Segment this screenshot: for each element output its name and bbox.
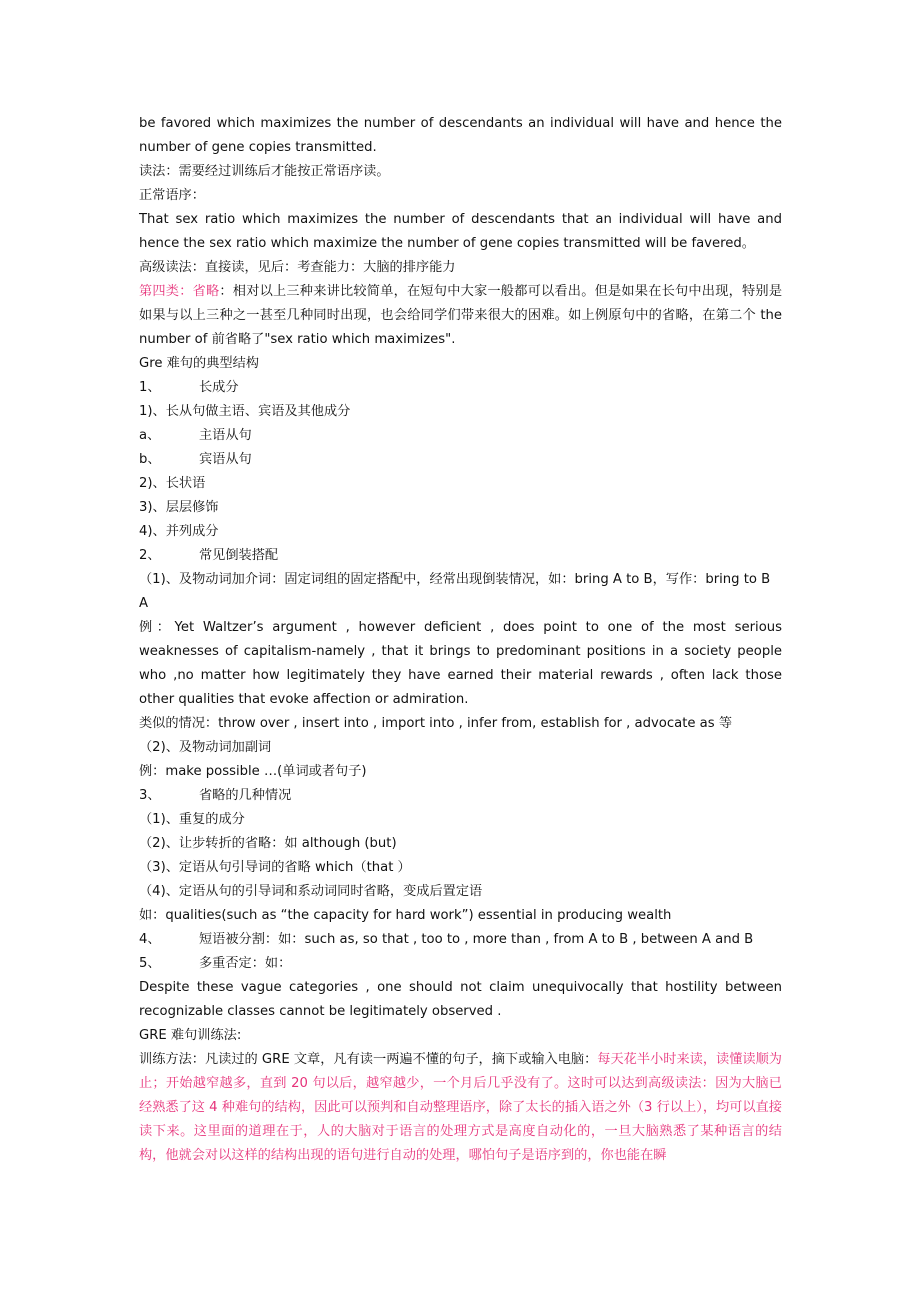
paragraph: 类似的情况：throw over , insert into , import into , infer from, establish for , advocate as 等	[139, 716, 733, 731]
list-item	[139, 376, 782, 400]
paragraph: （3)、定语从句引导词的省略 which（that ）	[139, 860, 411, 875]
list-item	[139, 928, 782, 952]
list-item	[139, 424, 782, 448]
paragraph: 2)、长状语	[139, 476, 206, 491]
list-text: 省略的几种情况	[199, 788, 292, 803]
list-number: 1、	[139, 380, 161, 395]
list-number: 3、	[139, 788, 161, 803]
list-number: 2、	[139, 548, 161, 563]
list-text: 短语被分割：如：such as, so that , too to , more than , from A to B , between A and B	[199, 932, 754, 947]
paragraph: （1)、重复的成分	[139, 812, 245, 827]
paragraph	[139, 1048, 782, 1168]
paragraph: 读法：需要经过训练后才能按正常语序读。	[139, 164, 390, 179]
paragraph: （2)、及物动词加副词	[139, 740, 272, 755]
document-page	[139, 112, 782, 1168]
list-number: 4、	[139, 932, 161, 947]
paragraph: Despite these vague categories , one should not claim unequivocally that hostility between recognizable classes cannot be legitimately observed .	[139, 980, 782, 1019]
list-item	[139, 544, 782, 568]
paragraph: 3)、层层修饰	[139, 500, 219, 515]
list-item	[139, 448, 782, 472]
paragraph: 例：make possible …(单词或者句子)	[139, 764, 367, 779]
paragraph: 高级读法：直接读，见后：考查能力：大脑的排序能力	[139, 260, 456, 275]
paragraph-label: 训练方法：凡读过的 GRE 文章，凡有读一两遍不懂的句子，摘下或输入电脑：	[139, 1052, 598, 1067]
list-text: 常见倒装搭配	[199, 548, 279, 563]
paragraph: 如：qualities(such as “the capacity for hard work”) essential in producing wealth	[139, 908, 672, 923]
section-heading: GRE 难句训练法:	[139, 1028, 242, 1043]
paragraph: （2)、让步转折的省略：如 although (but)	[139, 836, 397, 851]
list-text: 宾语从句	[199, 452, 252, 467]
paragraph	[139, 280, 782, 352]
paragraph: 4)、并列成分	[139, 524, 219, 539]
paragraph: 正常语序：	[139, 188, 205, 203]
list-text: 多重否定：如：	[199, 956, 292, 971]
paragraph: be favored which maximizes the number of descendants an individual will have and hence the number of gene copies transmitted.	[139, 116, 782, 155]
list-number: 5、	[139, 956, 161, 971]
section-heading: Gre 难句的典型结构	[139, 356, 259, 371]
list-number: a、	[139, 428, 161, 443]
paragraph-text: ：相对以上三种来讲比较简单，在短句中大家一般都可以看出。但是如果在长句中出现，特别是如果与以上三种之一甚至几种同时出现，也会给同学们带来很大的困难。如上例原句中的省略，在第二个 the number of 前省略了"sex ratio which maximizes".	[139, 284, 783, 347]
paragraph: （4)、定语从句的引导词和系动词同时省略，变成后置定语	[139, 884, 483, 899]
list-text: 长成分	[199, 380, 239, 395]
highlight-text: 每天花半小时来读，读懂读顺为止；开始越窄越多，直到 20 句以后，越窄越少，一个月后几乎没有了。这时可以达到高级读法：因为大脑已经熟悉了这 4 种难句的结构，因此可以预判和自动整理语序，除了太长的插入语之外（3 行以上），均可以直接读下来。这里面的道理在于，人的大脑对于语言的处理方式是高度自动化的，一旦大脑熟悉了某种语言的结构，他就会对以这样的结构出现的语句进行自动的处理，哪怕句子是语序到的，你也能在瞬	[139, 1052, 782, 1163]
paragraph: 1)、长从句做主语、宾语及其他成分	[139, 404, 351, 419]
paragraph: That sex ratio which maximizes the number of descendants that an individual will have and hence the sex ratio which maximize the number of gene copies transmitted will be favered。	[139, 212, 782, 251]
paragraph: （1)、及物动词加介词：固定词组的固定搭配中，经常出现倒装情况，如：bring A to B，写作：bring to B A	[139, 572, 771, 611]
list-text: 主语从句	[199, 428, 252, 443]
list-item	[139, 784, 782, 808]
list-item	[139, 952, 782, 976]
highlight-label: 第四类：省略	[139, 284, 220, 299]
list-number: b、	[139, 452, 161, 467]
paragraph: 例：Yet Waltzer’s argument , however deficient , does point to one of the most serious weaknesses of capitalism-namely , that it brings to predominant positions in a society people who ,no matter how legitimately they have earned their material rewards , often lack those other qualities that evoke affection or admiration.	[139, 620, 782, 707]
